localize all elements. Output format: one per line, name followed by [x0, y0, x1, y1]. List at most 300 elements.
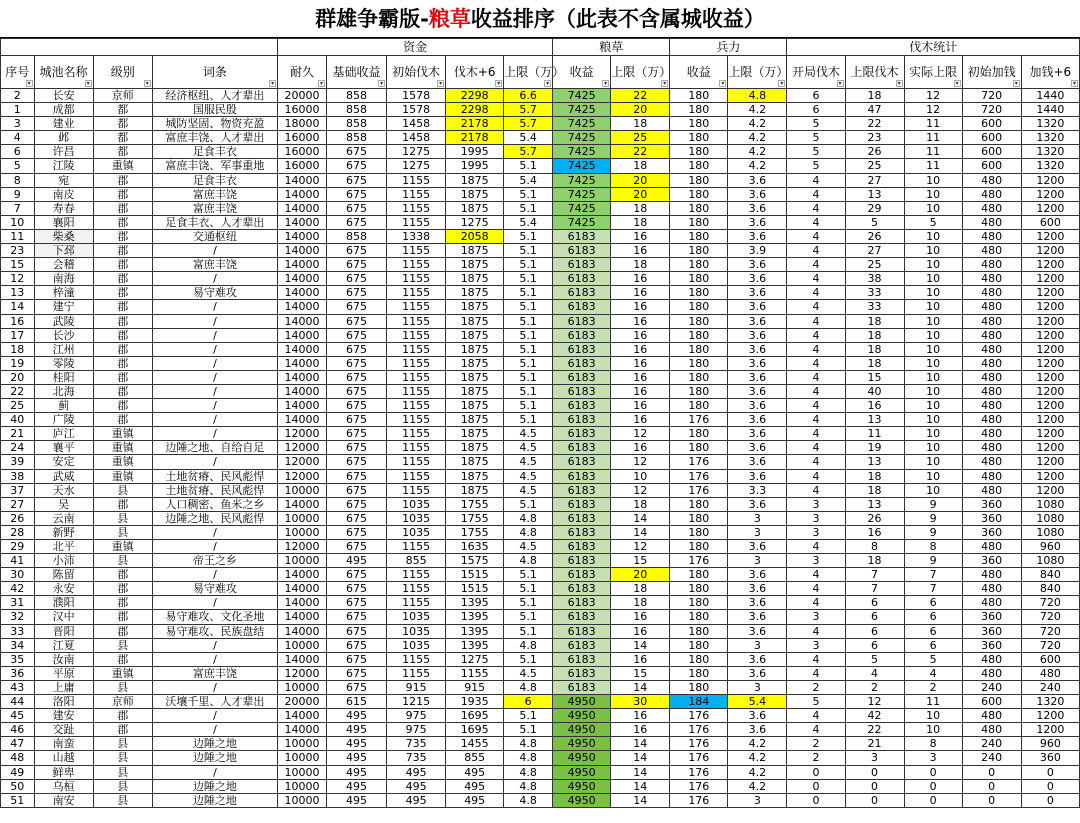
table-cell[interactable]: 2298 — [446, 103, 504, 117]
table-cell[interactable]: 176 — [670, 483, 728, 497]
table-cell[interactable]: 7 — [845, 582, 904, 596]
table-cell[interactable]: 180 — [670, 159, 728, 173]
table-cell[interactable]: 840 — [1021, 582, 1079, 596]
table-cell[interactable]: 4 — [787, 483, 845, 497]
table-cell[interactable]: 江州 — [34, 342, 93, 356]
table-cell[interactable]: 184 — [670, 695, 728, 709]
table-cell[interactable]: 都 — [93, 131, 152, 145]
table-cell[interactable]: 18000 — [278, 117, 327, 131]
table-cell[interactable]: 1035 — [387, 624, 446, 638]
table-cell[interactable]: 180 — [670, 117, 728, 131]
table-cell[interactable]: 6183 — [553, 638, 611, 652]
table-cell[interactable]: 8 — [904, 540, 962, 554]
table-cell[interactable]: 国服民殷 — [152, 103, 277, 117]
table-cell[interactable]: 34 — [1, 638, 35, 652]
table-cell[interactable]: 20 — [611, 173, 670, 187]
table-cell[interactable]: 1200 — [1021, 723, 1079, 737]
filter-dropdown-icon[interactable]: ▾ — [1014, 80, 1018, 87]
table-cell[interactable]: / — [152, 723, 277, 737]
table-cell[interactable]: 735 — [387, 737, 446, 751]
table-cell[interactable]: 郡 — [93, 215, 152, 229]
table-cell[interactable]: 16 — [611, 300, 670, 314]
table-cell[interactable]: 1155 — [387, 582, 446, 596]
table-cell[interactable]: 6183 — [553, 258, 611, 272]
table-cell[interactable]: 855 — [387, 554, 446, 568]
table-cell[interactable]: 1875 — [446, 314, 504, 328]
table-cell[interactable]: 4.8 — [504, 554, 553, 568]
table-cell[interactable]: 7425 — [553, 173, 611, 187]
table-cell[interactable]: 6183 — [553, 286, 611, 300]
table-cell[interactable]: 陈留 — [34, 568, 93, 582]
table-cell[interactable]: 675 — [326, 511, 386, 525]
table-cell[interactable]: 15 — [845, 370, 904, 384]
table-cell[interactable]: 12000 — [278, 540, 327, 554]
table-cell[interactable]: 600 — [962, 131, 1021, 145]
table-cell[interactable]: 2 — [1, 89, 35, 103]
table-cell[interactable]: 10 — [904, 272, 962, 286]
table-cell[interactable]: 176 — [670, 737, 728, 751]
table-cell[interactable]: 7425 — [553, 187, 611, 201]
table-cell[interactable]: 8 — [1, 173, 35, 187]
table-cell[interactable]: 郡 — [93, 258, 152, 272]
table-cell[interactable]: 14000 — [278, 300, 327, 314]
table-cell[interactable]: 10 — [1, 215, 35, 229]
table-cell[interactable]: 5 — [845, 652, 904, 666]
table-cell[interactable]: 12000 — [278, 441, 327, 455]
table-cell[interactable]: 40 — [845, 384, 904, 398]
table-cell[interactable]: 16 — [611, 356, 670, 370]
table-cell[interactable]: 360 — [962, 497, 1021, 511]
table-cell[interactable]: 3.6 — [728, 652, 787, 666]
table-cell[interactable]: 襄平 — [34, 441, 93, 455]
table-cell[interactable]: 5.1 — [504, 384, 553, 398]
table-cell[interactable]: 2 — [845, 680, 904, 694]
table-cell[interactable]: 1200 — [1021, 258, 1079, 272]
table-cell[interactable]: 858 — [326, 117, 386, 131]
table-cell[interactable]: 6183 — [553, 370, 611, 384]
table-cell[interactable]: 沃壤千里、人才辈出 — [152, 695, 277, 709]
table-cell[interactable]: 49 — [1, 765, 35, 779]
table-cell[interactable]: 京师 — [93, 695, 152, 709]
table-cell[interactable]: 郡 — [93, 399, 152, 413]
table-cell[interactable]: 33 — [845, 300, 904, 314]
table-cell[interactable]: 14000 — [278, 258, 327, 272]
table-cell[interactable]: 1875 — [446, 384, 504, 398]
table-cell[interactable]: 1200 — [1021, 244, 1079, 258]
table-cell[interactable]: 12000 — [278, 455, 327, 469]
table-cell[interactable]: 1275 — [387, 159, 446, 173]
table-cell[interactable]: 1155 — [387, 652, 446, 666]
table-cell[interactable]: 47 — [845, 103, 904, 117]
table-cell[interactable]: 3 — [787, 638, 845, 652]
table-cell[interactable]: 2 — [787, 737, 845, 751]
table-cell[interactable]: 鲜卑 — [34, 765, 93, 779]
table-cell[interactable]: 寿春 — [34, 201, 93, 215]
table-cell[interactable]: 14000 — [278, 624, 327, 638]
table-cell[interactable]: 180 — [670, 666, 728, 680]
table-cell[interactable]: 495 — [446, 779, 504, 793]
table-cell[interactable]: 6 — [504, 695, 553, 709]
table-cell[interactable]: 14000 — [278, 286, 327, 300]
table-cell[interactable]: 4950 — [553, 709, 611, 723]
table-cell[interactable]: 4 — [787, 229, 845, 243]
table-cell[interactable]: 易守难攻、民族盘结 — [152, 624, 277, 638]
table-cell[interactable]: 8 — [845, 540, 904, 554]
table-cell[interactable]: 675 — [326, 300, 386, 314]
table-cell[interactable]: 4 — [787, 723, 845, 737]
table-cell[interactable]: / — [152, 384, 277, 398]
filter-dropdown-icon[interactable]: ▾ — [380, 80, 384, 87]
table-cell[interactable]: 495 — [446, 765, 504, 779]
table-cell[interactable]: 1995 — [446, 159, 504, 173]
table-cell[interactable]: 3 — [787, 610, 845, 624]
table-cell[interactable]: 7425 — [553, 117, 611, 131]
table-cell[interactable]: 3.6 — [728, 201, 787, 215]
table-cell[interactable]: 4950 — [553, 737, 611, 751]
table-cell[interactable]: 南安 — [34, 793, 93, 807]
table-cell[interactable]: 4.2 — [728, 779, 787, 793]
table-cell[interactable]: 8 — [904, 737, 962, 751]
table-cell[interactable]: 16 — [611, 328, 670, 342]
table-cell[interactable]: 4 — [787, 272, 845, 286]
table-cell[interactable]: 240 — [962, 737, 1021, 751]
table-cell[interactable]: 480 — [962, 229, 1021, 243]
table-cell[interactable]: 3.6 — [728, 540, 787, 554]
table-cell[interactable]: 6183 — [553, 511, 611, 525]
table-cell[interactable]: 14000 — [278, 215, 327, 229]
table-cell[interactable]: 180 — [670, 244, 728, 258]
table-cell[interactable]: 4950 — [553, 723, 611, 737]
table-cell[interactable]: 12 — [904, 103, 962, 117]
table-cell[interactable]: 县 — [93, 483, 152, 497]
table-cell[interactable]: / — [152, 540, 277, 554]
table-cell[interactable]: 1200 — [1021, 483, 1079, 497]
table-cell[interactable]: 675 — [326, 272, 386, 286]
table-cell[interactable]: 1155 — [387, 356, 446, 370]
table-cell[interactable]: 1875 — [446, 187, 504, 201]
table-cell[interactable]: 25 — [845, 159, 904, 173]
table-cell[interactable]: 1320 — [1021, 695, 1079, 709]
table-cell[interactable]: 28 — [1, 525, 35, 539]
table-cell[interactable]: 4 — [1, 131, 35, 145]
table-cell[interactable]: 1155 — [387, 596, 446, 610]
table-cell[interactable]: 495 — [326, 765, 386, 779]
table-cell[interactable]: 1578 — [387, 89, 446, 103]
table-cell[interactable]: 4 — [787, 455, 845, 469]
table-cell[interactable]: 1440 — [1021, 89, 1079, 103]
filter-dropdown-icon[interactable]: ▾ — [27, 80, 31, 87]
table-cell[interactable]: 960 — [1021, 540, 1079, 554]
table-cell[interactable]: 600 — [962, 145, 1021, 159]
table-cell[interactable]: 1155 — [387, 483, 446, 497]
table-cell[interactable]: 郡 — [93, 497, 152, 511]
table-cell[interactable]: / — [152, 568, 277, 582]
table-cell[interactable]: 360 — [962, 511, 1021, 525]
table-cell[interactable]: 4 — [787, 370, 845, 384]
table-cell[interactable]: 360 — [1021, 751, 1079, 765]
table-cell[interactable]: 7425 — [553, 201, 611, 215]
table-cell[interactable]: 1215 — [387, 695, 446, 709]
table-cell[interactable]: 6183 — [553, 413, 611, 427]
table-cell[interactable]: 6183 — [553, 272, 611, 286]
table-cell[interactable]: 1875 — [446, 455, 504, 469]
table-cell[interactable]: 4 — [787, 258, 845, 272]
table-cell[interactable]: 5.1 — [504, 568, 553, 582]
table-cell[interactable]: 富庶丰饶 — [152, 666, 277, 680]
table-cell[interactable]: 3.6 — [728, 709, 787, 723]
table-cell[interactable]: 3 — [845, 751, 904, 765]
table-cell[interactable]: 15 — [611, 666, 670, 680]
table-cell[interactable]: 易守难攻 — [152, 286, 277, 300]
table-cell[interactable]: 18 — [611, 159, 670, 173]
table-cell[interactable]: 480 — [962, 328, 1021, 342]
table-cell[interactable]: 1155 — [387, 413, 446, 427]
table-cell[interactable]: 675 — [326, 244, 386, 258]
table-cell[interactable]: 26 — [845, 229, 904, 243]
table-cell[interactable]: 48 — [1, 751, 35, 765]
table-cell[interactable]: 4 — [787, 469, 845, 483]
table-cell[interactable]: 180 — [670, 638, 728, 652]
table-cell[interactable]: 27 — [1, 497, 35, 511]
table-cell[interactable]: / — [152, 455, 277, 469]
table-cell[interactable]: 1080 — [1021, 554, 1079, 568]
table-cell[interactable]: / — [152, 680, 277, 694]
table-cell[interactable]: 长安 — [34, 89, 93, 103]
table-cell[interactable]: 7 — [904, 568, 962, 582]
filter-dropdown-icon[interactable]: ▾ — [955, 80, 959, 87]
table-cell[interactable]: 180 — [670, 525, 728, 539]
table-cell[interactable]: 0 — [962, 779, 1021, 793]
table-cell[interactable]: 4 — [845, 666, 904, 680]
table-cell[interactable]: 10 — [904, 314, 962, 328]
table-cell[interactable]: 0 — [904, 793, 962, 807]
table-cell[interactable]: 480 — [962, 723, 1021, 737]
table-cell[interactable]: 1200 — [1021, 201, 1079, 215]
table-cell[interactable]: 10000 — [278, 779, 327, 793]
table-cell[interactable]: 0 — [787, 793, 845, 807]
table-cell[interactable]: 1 — [1, 103, 35, 117]
table-cell[interactable]: 18 — [611, 582, 670, 596]
table-cell[interactable]: 675 — [326, 384, 386, 398]
table-cell[interactable]: 富庶丰饶、军事重地 — [152, 159, 277, 173]
table-cell[interactable]: 240 — [1021, 680, 1079, 694]
table-cell[interactable]: 4 — [787, 399, 845, 413]
table-cell[interactable]: 4 — [787, 652, 845, 666]
table-cell[interactable]: 22 — [845, 117, 904, 131]
table-cell[interactable]: 495 — [326, 723, 386, 737]
table-cell[interactable]: 郡 — [93, 384, 152, 398]
table-cell[interactable]: 襄阳 — [34, 215, 93, 229]
table-cell[interactable]: 县 — [93, 638, 152, 652]
table-cell[interactable]: 4.2 — [728, 103, 787, 117]
table-cell[interactable]: 1995 — [446, 145, 504, 159]
table-cell[interactable]: 边陲之地 — [152, 793, 277, 807]
table-cell[interactable]: 10 — [904, 709, 962, 723]
table-cell[interactable]: 180 — [670, 399, 728, 413]
table-cell[interactable]: 176 — [670, 709, 728, 723]
table-cell[interactable]: 14 — [611, 525, 670, 539]
table-cell[interactable]: 14000 — [278, 610, 327, 624]
table-cell[interactable]: 16 — [611, 314, 670, 328]
table-cell[interactable]: 4 — [787, 187, 845, 201]
table-cell[interactable]: 都 — [93, 117, 152, 131]
table-cell[interactable]: 0 — [1021, 779, 1079, 793]
table-cell[interactable]: 16 — [611, 624, 670, 638]
table-cell[interactable]: 25 — [845, 258, 904, 272]
table-cell[interactable]: 北平 — [34, 540, 93, 554]
table-cell[interactable]: 永安 — [34, 582, 93, 596]
table-cell[interactable]: 11 — [845, 427, 904, 441]
table-cell[interactable]: 26 — [1, 511, 35, 525]
table-cell[interactable]: 足食丰衣 — [152, 145, 277, 159]
table-cell[interactable]: 21 — [1, 427, 35, 441]
table-cell[interactable]: / — [152, 314, 277, 328]
table-cell[interactable]: 平原 — [34, 666, 93, 680]
table-cell[interactable]: 16 — [611, 652, 670, 666]
table-cell[interactable]: 6183 — [553, 483, 611, 497]
table-cell[interactable]: 2 — [787, 751, 845, 765]
table-cell[interactable]: 边陲之地 — [152, 751, 277, 765]
table-cell[interactable]: 7425 — [553, 103, 611, 117]
table-cell[interactable]: 6183 — [553, 244, 611, 258]
table-cell[interactable]: 宛 — [34, 173, 93, 187]
table-cell[interactable]: 重镇 — [93, 469, 152, 483]
table-cell[interactable]: 4 — [787, 582, 845, 596]
table-cell[interactable]: 180 — [670, 610, 728, 624]
table-cell[interactable]: 许昌 — [34, 145, 93, 159]
table-cell[interactable]: 180 — [670, 624, 728, 638]
table-cell[interactable]: 1155 — [387, 384, 446, 398]
table-cell[interactable]: 5.1 — [504, 286, 553, 300]
table-cell[interactable]: 615 — [326, 695, 386, 709]
table-cell[interactable]: 14 — [611, 737, 670, 751]
table-cell[interactable]: 180 — [670, 145, 728, 159]
table-cell[interactable]: 10 — [904, 455, 962, 469]
table-cell[interactable]: 重镇 — [93, 540, 152, 554]
table-cell[interactable]: 16 — [611, 342, 670, 356]
table-cell[interactable]: 37 — [1, 483, 35, 497]
table-cell[interactable]: 14000 — [278, 497, 327, 511]
table-cell[interactable]: 675 — [326, 356, 386, 370]
table-cell[interactable]: 1155 — [387, 328, 446, 342]
table-cell[interactable]: 180 — [670, 314, 728, 328]
table-cell[interactable]: 16 — [611, 384, 670, 398]
table-cell[interactable]: 176 — [670, 793, 728, 807]
table-cell[interactable]: 16 — [611, 413, 670, 427]
table-cell[interactable]: 6183 — [553, 497, 611, 511]
table-cell[interactable]: 0 — [787, 765, 845, 779]
table-cell[interactable]: 郡 — [93, 652, 152, 666]
table-cell[interactable]: 会稽 — [34, 258, 93, 272]
table-cell[interactable]: 1875 — [446, 370, 504, 384]
table-cell[interactable]: 1875 — [446, 258, 504, 272]
table-cell[interactable]: 1035 — [387, 497, 446, 511]
table-cell[interactable]: 1200 — [1021, 272, 1079, 286]
table-cell[interactable]: 16 — [611, 244, 670, 258]
table-cell[interactable]: 480 — [962, 384, 1021, 398]
table-cell[interactable]: 735 — [387, 751, 446, 765]
table-cell[interactable]: 18 — [845, 356, 904, 370]
table-cell[interactable]: 汉中 — [34, 610, 93, 624]
table-cell[interactable]: 42 — [845, 709, 904, 723]
table-cell[interactable]: 33 — [845, 286, 904, 300]
table-cell[interactable]: 0 — [1021, 765, 1079, 779]
table-cell[interactable]: 14000 — [278, 272, 327, 286]
table-cell[interactable]: 11 — [1, 229, 35, 243]
table-cell[interactable]: 1200 — [1021, 469, 1079, 483]
table-cell[interactable]: 1455 — [446, 737, 504, 751]
table-cell[interactable]: 10000 — [278, 765, 327, 779]
table-cell[interactable]: 176 — [670, 723, 728, 737]
table-cell[interactable]: 10 — [904, 201, 962, 215]
table-cell[interactable]: 3.3 — [728, 483, 787, 497]
table-cell[interactable]: 27 — [845, 244, 904, 258]
table-cell[interactable]: 3.6 — [728, 568, 787, 582]
table-cell[interactable]: 180 — [670, 300, 728, 314]
table-cell[interactable]: 3 — [728, 525, 787, 539]
table-cell[interactable]: 14000 — [278, 314, 327, 328]
table-cell[interactable]: 3.6 — [728, 497, 787, 511]
table-cell[interactable]: 5 — [787, 695, 845, 709]
table-cell[interactable]: 180 — [670, 215, 728, 229]
table-cell[interactable]: / — [152, 413, 277, 427]
table-cell[interactable]: 乌桓 — [34, 779, 93, 793]
table-cell[interactable]: 3 — [1, 117, 35, 131]
table-cell[interactable]: 14000 — [278, 201, 327, 215]
table-cell[interactable]: 14 — [611, 793, 670, 807]
table-cell[interactable]: 4.8 — [728, 89, 787, 103]
table-cell[interactable]: 郡 — [93, 723, 152, 737]
table-cell[interactable]: 10 — [904, 328, 962, 342]
table-cell[interactable]: 4.8 — [504, 765, 553, 779]
table-cell[interactable]: 1875 — [446, 272, 504, 286]
table-cell[interactable]: 郡 — [93, 244, 152, 258]
table-cell[interactable]: 4.8 — [504, 511, 553, 525]
filter-dropdown-icon[interactable]: ▾ — [780, 80, 784, 87]
table-cell[interactable]: 675 — [326, 469, 386, 483]
table-cell[interactable]: 7 — [904, 582, 962, 596]
filter-dropdown-icon[interactable]: ▾ — [663, 80, 667, 87]
table-cell[interactable]: 4 — [787, 286, 845, 300]
table-cell[interactable]: 18 — [611, 497, 670, 511]
table-cell[interactable]: 14 — [611, 751, 670, 765]
table-cell[interactable]: / — [152, 638, 277, 652]
table-cell[interactable]: / — [152, 370, 277, 384]
table-cell[interactable]: 经济枢纽、人才辈出 — [152, 89, 277, 103]
table-cell[interactable]: 9 — [904, 525, 962, 539]
table-cell[interactable]: 0 — [962, 793, 1021, 807]
table-cell[interactable]: 1200 — [1021, 441, 1079, 455]
table-cell[interactable]: 10 — [904, 370, 962, 384]
table-cell[interactable]: 4950 — [553, 793, 611, 807]
table-cell[interactable]: / — [152, 342, 277, 356]
table-cell[interactable]: 富庶丰饶 — [152, 187, 277, 201]
table-cell[interactable]: 180 — [670, 103, 728, 117]
table-cell[interactable]: 14 — [611, 511, 670, 525]
table-cell[interactable]: 39 — [1, 455, 35, 469]
table-cell[interactable]: 480 — [962, 187, 1021, 201]
table-cell[interactable]: 1875 — [446, 244, 504, 258]
table-cell[interactable]: 4.5 — [504, 441, 553, 455]
table-cell[interactable]: 梓潼 — [34, 286, 93, 300]
table-cell[interactable]: 4 — [787, 666, 845, 680]
table-cell[interactable]: 5.1 — [504, 652, 553, 666]
table-cell[interactable]: 9 — [904, 511, 962, 525]
table-cell[interactable]: 4 — [787, 384, 845, 398]
table-cell[interactable]: 0 — [845, 779, 904, 793]
table-cell[interactable]: 16 — [611, 370, 670, 384]
table-cell[interactable]: 360 — [962, 624, 1021, 638]
